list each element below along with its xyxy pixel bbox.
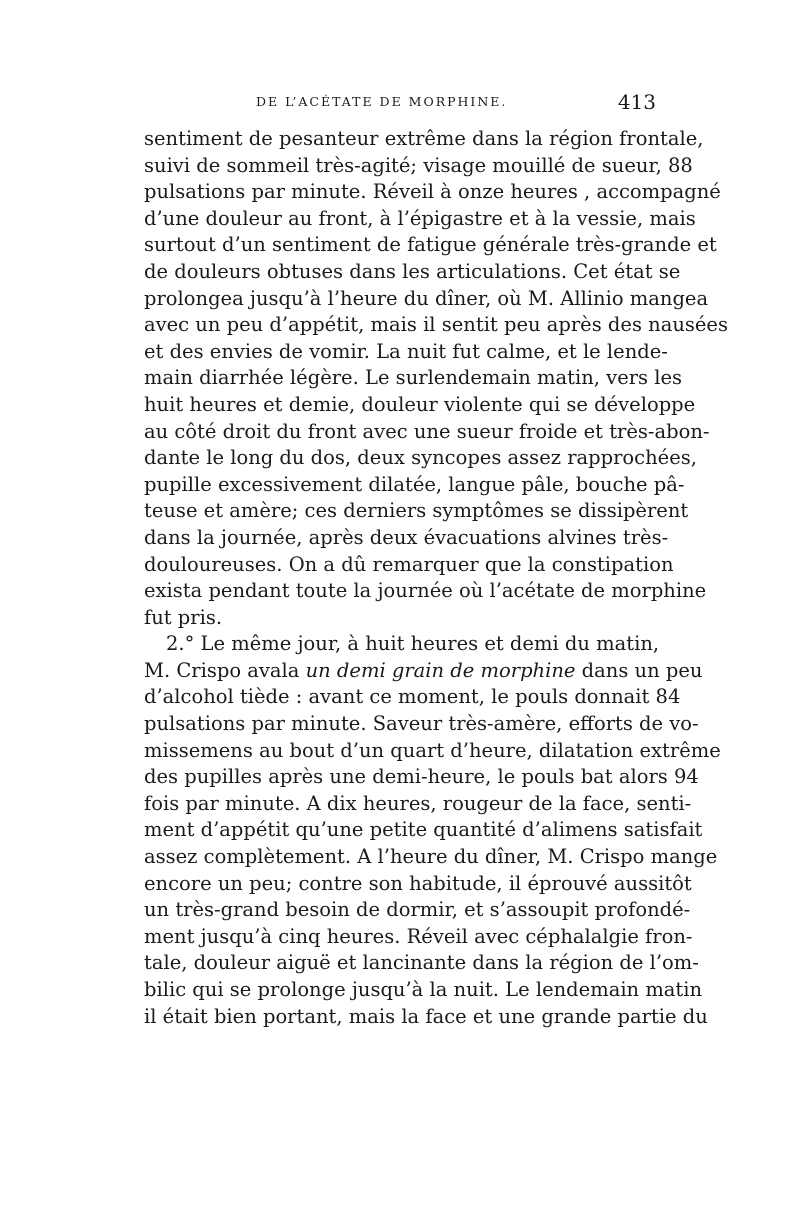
text-line: un très-grand besoin de dormir, et s’assoupit profondé- bbox=[144, 898, 691, 922]
text-line: avec un peu d’appétit, mais il sentit peu après des nausées bbox=[144, 313, 728, 337]
text-line: encore un peu; contre son habitude, il éprouvé aussitôt bbox=[144, 871, 692, 895]
text-line: pulsations par minute. Réveil à onze heures , accompagné bbox=[144, 180, 721, 204]
body-text bbox=[144, 126, 728, 1030]
text-line: main diarrhée légère. Le surlendemain matin, vers les bbox=[144, 366, 683, 390]
text-line: sentiment de pesanteur extrême dans la région frontale, bbox=[144, 127, 704, 150]
text-line: fois par minute. A dix heures, rougeur de la face, senti- bbox=[144, 791, 692, 815]
text-line: au côté droit du front avec une sueur froide et très-abon- bbox=[144, 419, 710, 443]
book-page bbox=[144, 90, 728, 1030]
text-line bbox=[144, 658, 703, 685]
italic-phrase: un demi grain de morphine bbox=[305, 658, 576, 682]
text-run: dans un peu bbox=[575, 658, 703, 682]
page-number: 413 bbox=[617, 90, 656, 114]
text-line: missemens au bout d’un quart d’heure, dilatation extrême bbox=[144, 738, 721, 762]
text-line: tale, douleur aiguë et lancinante dans la région de l’om- bbox=[144, 951, 699, 975]
running-head bbox=[144, 92, 656, 122]
text-line: teuse et amère; ces derniers symptômes se dissipèrent bbox=[144, 499, 689, 523]
text-run: M. Crispo avala bbox=[144, 658, 306, 682]
text-line: ment jusqu’à cinq heures. Réveil avec céphalalgie fron- bbox=[144, 924, 693, 948]
text-line: pulsations par minute. Saveur très-amère, efforts de vo- bbox=[144, 712, 699, 736]
text-line: de douleurs obtuses dans les articulations. Cet état se bbox=[144, 259, 681, 283]
text-line: suivi de sommeil très-agité; visage mouillé de sueur, 88 bbox=[144, 153, 693, 177]
running-title: DE L’ACÉTATE DE MORPHINE. bbox=[256, 94, 508, 109]
text-line: dante le long du dos, deux syncopes assez rapprochées, bbox=[144, 446, 697, 470]
paragraph-1 bbox=[144, 126, 728, 631]
text-line: dans la journée, après deux évacuations alvines très- bbox=[144, 525, 669, 549]
text-line: fut pris. bbox=[144, 605, 223, 629]
text-line: exista pendant toute la journée où l’acétate de morphine bbox=[144, 579, 707, 603]
text-line: bilic qui se prolonge jusqu’à la nuit. Le lendemain matin bbox=[144, 978, 703, 1001]
text-line: surtout d’un sentiment de fatigue générale très-grande et bbox=[144, 233, 717, 257]
text-line: d’une douleur au front, à l’épigastre et à la vessie, mais bbox=[144, 206, 696, 230]
text-line: 2.° Le même jour, à huit heures et demi du matin, bbox=[166, 632, 660, 656]
text-line: des pupilles après une demi-heure, le pouls bat alors 94 bbox=[144, 765, 699, 789]
text-line: huit heures et demie, douleur violente qui se développe bbox=[144, 392, 696, 416]
text-line: il était bien portant, mais la face et une grande partie du bbox=[144, 1004, 708, 1028]
text-line: assez complètement. A l’heure du dîner, M. Crispo mange bbox=[144, 845, 718, 869]
text-line: ment d’appétit qu’une petite quantité d’alimens satisfait bbox=[144, 818, 703, 842]
text-line: prolongea jusqu’à l’heure du dîner, où M. Allinio mangea bbox=[144, 286, 709, 310]
text-line: pupille excessivement dilatée, langue pâle, bouche pâ- bbox=[144, 472, 685, 496]
paragraph-2 bbox=[144, 631, 721, 1030]
text-line: et des envies de vomir. La nuit fut calme, et le lende- bbox=[144, 339, 668, 363]
text-line: douloureuses. On a dû remarquer que la constipation bbox=[144, 552, 674, 576]
text-line: d’alcohol tiède : avant ce moment, le pouls donnait 84 bbox=[144, 685, 681, 709]
